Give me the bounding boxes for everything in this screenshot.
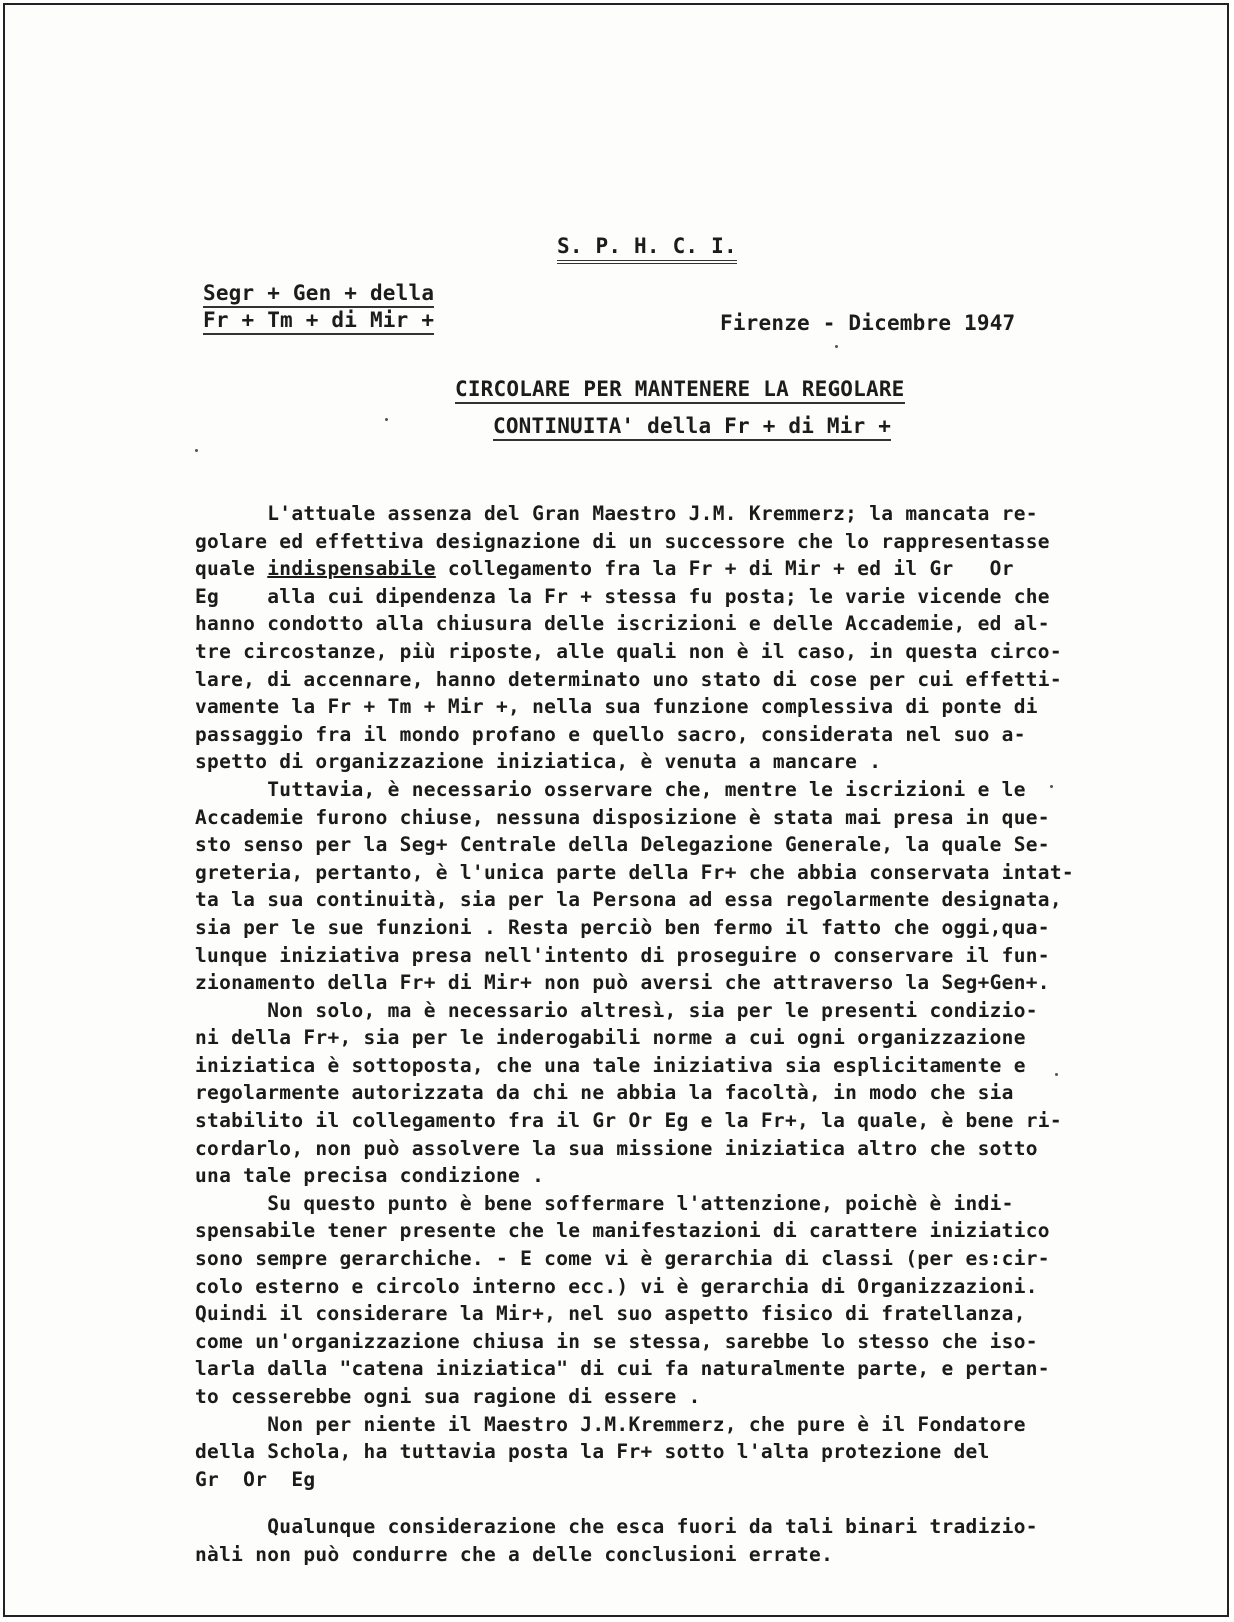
body-line: to cesserebbe ogni sua ragione di essere . (195, 1385, 701, 1408)
document-page (3, 3, 1229, 1617)
body-line: Eg alla cui dipendenza la Fr + stessa fu posta; le varie vicende che (195, 584, 1050, 608)
sender-line-2: Fr + Tm + di Mir + (203, 308, 434, 335)
body-line: Non per niente il Maestro J.M.Kremmerz, che pure è il Fondatore (195, 1412, 1026, 1436)
place-and-date: Firenze - Dicembre 1947 (720, 311, 1016, 335)
body-line: tre circostanze, più riposte, alle quali non è il caso, in questa circo- (195, 639, 1062, 663)
body-line: L'attuale assenza del Gran Maestro J.M. Kremmerz; la mancata re- (195, 502, 1038, 525)
body-line: golare ed effettiva designazione di un successore che lo rappresentasse (195, 529, 1050, 553)
body-line: cordarlo, non può assolvere la sua missione iniziatica altro che sotto (195, 1136, 1038, 1160)
body-line: colo esterno e circolo interno ecc.) vi è gerarchia di Organizzazioni. (195, 1274, 1038, 1298)
sender-line-1: Segr + Gen + della (203, 281, 434, 308)
body-line: spetto di organizzazione iniziatica, è venuta a mancare . (195, 750, 882, 774)
body-line: larla dalla "catena iniziatica" di cui fa naturalmente parte, e pertan- (195, 1357, 1050, 1381)
body-line: sono sempre gerarchiche. - E come vi è gerarchia di classi (per es:cir- (195, 1247, 1050, 1271)
body-line: lunque iniziativa presa nell'intento di proseguire o conservare il fun- (195, 943, 1050, 967)
body-line: zionamento della Fr+ di Mir+ non può aversi che attraverso la Seg+Gen+. (195, 971, 1050, 995)
paragraph-gap (195, 1493, 1125, 1513)
body-line: Su questo punto è bene soffermare l'attenzione, poichè è indi- (195, 1191, 1014, 1215)
body-line: iniziatica è sottoposta, che una tale iniziativa sia esplicitamente e (195, 1053, 1026, 1077)
body-line: vamente la Fr + Tm + Mir +, nella sua funzione complessiva di ponte di (195, 695, 1038, 719)
body-line: sto senso per la Seg+ Centrale della Delegazione Generale, la quale Se- (195, 833, 1050, 857)
body-line: ni della Fr+, sia per le inderogabili norme a cui ogni organizzazione (195, 1026, 1026, 1050)
body-line: hanno condotto alla chiusura delle iscrizioni e delle Accademie, ed al- (195, 612, 1050, 636)
underlined-word: indispensabile (267, 557, 436, 581)
body-line-start: quale (195, 557, 268, 581)
body-line: nàli non può condurre che a delle conclusioni errate. (195, 1542, 834, 1566)
body-line: Quindi il considerare la Mir+, nel suo aspetto fisico di fratellanza, (195, 1302, 1026, 1326)
body-line-tail: collegamento fra la Fr + di Mir + ed il Gr Or (435, 557, 1014, 581)
organization-title: S. P. H. C. I. (557, 234, 737, 264)
paper-speck (385, 418, 388, 421)
body-line: spensabile tener presente che le manifestazioni di carattere iniziatico (195, 1219, 1050, 1243)
body-line: della Schola, ha tuttavia posta la Fr+ sotto l'alta protezione del (195, 1440, 990, 1464)
body-line: stabilito il collegamento fra il Gr Or Eg e la Fr+, la quale, è bene ri- (195, 1109, 1062, 1133)
heading-line-2: CONTINUITA' della Fr + di Mir + (493, 414, 891, 441)
body-line: Accademie furono chiuse, nessuna disposizione è stata mai presa in que- (195, 805, 1050, 829)
body-line: sia per le sue funzioni . Resta perciò ben fermo il fatto che oggi,qua- (195, 915, 1050, 939)
body-line-with-underline (195, 555, 1125, 583)
paper-speck (195, 449, 198, 452)
body-line: Qualunque considerazione che esca fuori da tali binari tradizio- (195, 1515, 1038, 1539)
paper-speck (1055, 1073, 1058, 1076)
heading-line-1: CIRCOLARE PER MANTENERE LA REGOLARE (455, 377, 905, 404)
body-line: regolarmente autorizzata da chi ne abbia la facoltà, in modo che sia (195, 1081, 1014, 1105)
body-line: come un'organizzazione chiusa in se stessa, sarebbe lo stesso che iso- (195, 1329, 1038, 1353)
body-line: ta la sua continuità, sia per la Persona ad essa regolarmente designata, (195, 888, 1062, 912)
body-line: lare, di accennare, hanno determinato uno stato di cose per cui effetti- (195, 667, 1062, 691)
body-line: passaggio fra il mondo profano e quello sacro, considerata nel suo a- (195, 722, 1026, 746)
body-line: Tuttavia, è necessario osservare che, mentre le iscrizioni e le (195, 777, 1026, 801)
body-line: Gr Or Eg (195, 1467, 316, 1491)
body-line: greteria, pertanto, è l'unica parte della Fr+ che abbia conservata intat- (195, 860, 1074, 884)
body-line: Non solo, ma è necessario altresì, sia per le presenti condizio- (195, 998, 1038, 1022)
body-line: una tale precisa condizione . (195, 1164, 545, 1188)
body-text (195, 500, 1125, 1569)
paper-speck (1050, 785, 1053, 788)
paper-speck (835, 345, 838, 348)
